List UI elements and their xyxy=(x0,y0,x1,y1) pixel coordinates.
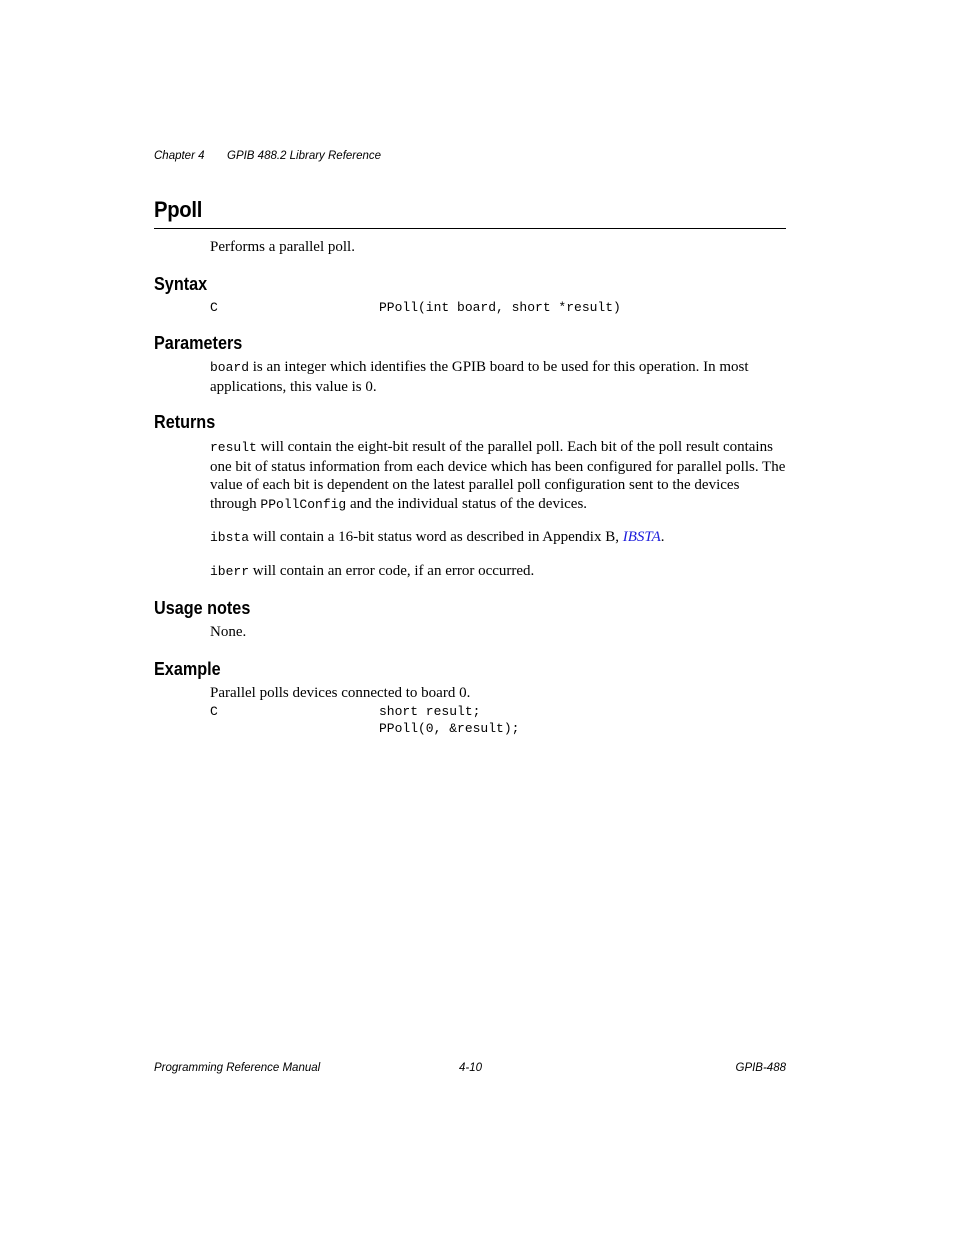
example-code-line-2: PPoll(0, &result); xyxy=(379,721,520,736)
param-board: board xyxy=(210,360,250,375)
example-language: C xyxy=(210,704,218,719)
ibsta-period: . xyxy=(660,529,665,545)
example-text: Parallel polls devices connected to board 0. xyxy=(210,685,471,701)
ibsta-text: will contain a 16-bit status word as described in Appendix B, xyxy=(249,529,623,545)
ppollconfig-ref: PPollConfig xyxy=(260,497,347,513)
chapter-label: Chapter 4 xyxy=(154,150,205,162)
page-title: Ppoll xyxy=(154,197,203,222)
parameters-heading: Parameters xyxy=(154,333,243,353)
footer-manual-title: Programming Reference Manual xyxy=(154,1062,321,1074)
iberr-text: will contain an error code, if an error occurred. xyxy=(249,563,535,579)
example-code-line-1: short result; xyxy=(379,704,481,719)
syntax-heading: Syntax xyxy=(154,274,208,294)
usage-notes-heading: Usage notes xyxy=(154,598,251,618)
return-result-text-1: will contain the eight-bit result of the parallel poll. Each bit of the poll result contains one bit of status information from each device which has been configured for parallel polls. The value of each bit is dependent on the latest parallel poll configuration sent to the devices through xyxy=(210,439,786,513)
ibsta-name: ibsta xyxy=(210,530,250,545)
returns-result-paragraph xyxy=(210,438,786,515)
iberr-name: iberr xyxy=(210,564,250,579)
chapter-title: GPIB 488.2 Library Reference xyxy=(227,150,382,162)
parameters-text xyxy=(210,358,786,396)
ibsta-link[interactable]: IBSTA xyxy=(622,529,661,545)
usage-notes-text: None. xyxy=(210,624,247,640)
footer-page-number: 4-10 xyxy=(459,1062,483,1074)
return-result-name: result xyxy=(210,440,257,455)
syntax-code: PPoll(int board, short *result) xyxy=(379,300,621,315)
param-board-desc: is an integer which identifies the GPIB board to be used for this operation. In most applications, this value is 0. xyxy=(210,359,749,395)
footer-product: GPIB-488 xyxy=(735,1062,786,1074)
return-result-text-2: and the individual status of the devices. xyxy=(346,496,588,513)
running-header xyxy=(154,150,382,162)
function-description: Performs a parallel poll. xyxy=(210,239,355,255)
returns-heading: Returns xyxy=(154,412,216,432)
returns-ibsta-paragraph xyxy=(210,528,786,548)
title-rule xyxy=(154,228,786,229)
syntax-language: C xyxy=(210,300,218,315)
example-heading: Example xyxy=(154,659,221,679)
returns-iberr-paragraph xyxy=(210,562,786,582)
